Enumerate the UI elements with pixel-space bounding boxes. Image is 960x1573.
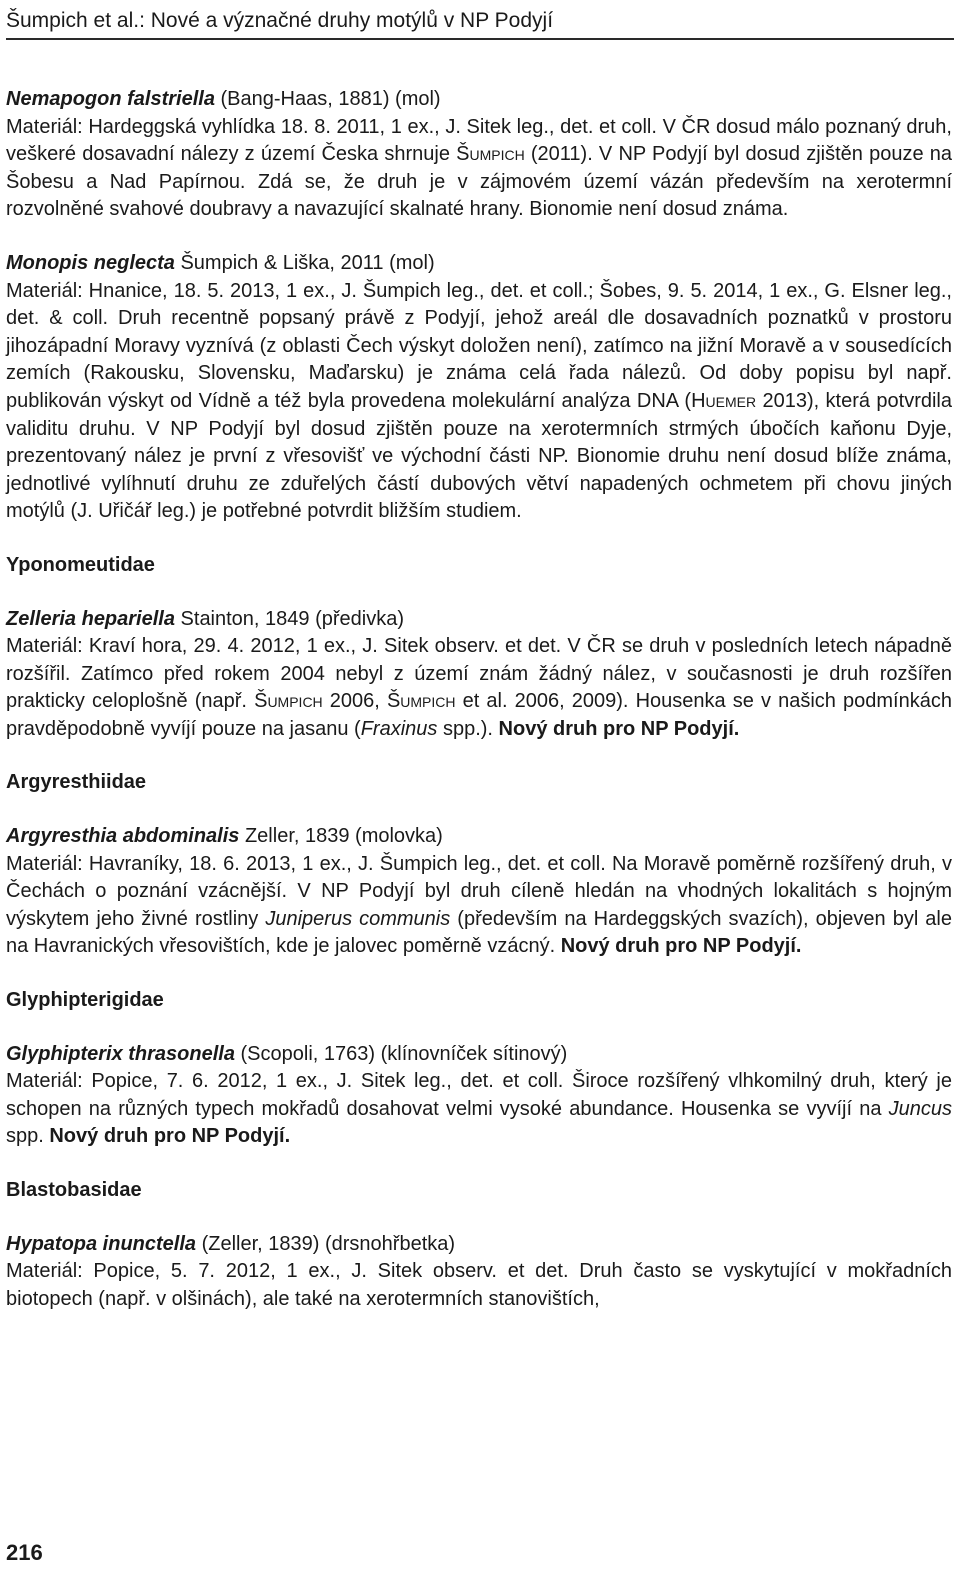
species-authority: Šumpich & Liška, 2011 (mol) (174, 251, 435, 274)
paragraph-text: Materiál: Hardeggská vyhlídka 18. 8. 2011, 1 ex., J. Sitek leg., det. et coll. V ČR dosud málo poznaný druh, veškeré dosavadní nálezy z území Česka shrnuje (6, 115, 952, 166)
species-paragraph (6, 633, 952, 743)
paragraph-text: spp.). (437, 717, 499, 740)
species-paragraph (6, 851, 952, 961)
paragraph-text: Materiál: Havraníky, 18. 6. 2013, 1 ex., J. Šumpich leg., det. et coll. Na Moravě poměrně rozšířený druh, v Čechách o poznání vzácnější. V NP Podyjí byl druh cíleně hledán na vhodných lokalitách s hojným výskytem jeho živné rostliny (6, 852, 952, 930)
species-authority: Zeller, 1839 (molovka) (239, 825, 443, 848)
species-paragraph (6, 114, 952, 224)
species-heading (6, 1041, 952, 1069)
species-authority: Stainton, 1849 (předivka) (174, 607, 405, 630)
document-page (6, 0, 954, 1573)
new-record-note: Nový druh pro NP Podyjí. (498, 717, 740, 740)
species-entry-argyresthia (6, 823, 952, 961)
new-record-note: Nový druh pro NP Podyjí. (560, 935, 802, 958)
species-name: Argyresthia abdominalis (6, 825, 240, 848)
header-rule (6, 38, 954, 40)
species-heading (6, 250, 952, 278)
family-heading-blastobasidae: Blastobasidae (6, 1179, 142, 1201)
species-heading (6, 823, 952, 851)
paragraph-text: et al. 2006, 2009). Housenka se v našich podmínkách pravděpodobně vyvíjí pouze na jasanu ( (6, 690, 952, 740)
paragraph-text: (2011). V NP Podyjí byl dosud zjištěn pouze na Šobesu a Nad Papírnou. Zdá se, že druh je v zájmovém území vázán především na xerotermní rozvolněné svahové doubravy a navazující skalnaté hrany. Bionomie není dosud známa. (6, 143, 952, 221)
species-name: Zelleria hepariella (6, 607, 175, 630)
paragraph-text: (především na Hardeggských svazích), objeven byl ale na Havranických vřesovištích, kde je jalovec poměrně vzácný. (6, 907, 952, 958)
article-body (6, 86, 952, 1339)
species-entry-zelleria (6, 606, 952, 744)
species-paragraph (6, 1258, 952, 1313)
page-number: 216 (6, 1540, 43, 1565)
species-entry-glyphipterix (6, 1041, 952, 1151)
paragraph-text: 2006, (322, 690, 387, 713)
paragraph-text: spp. (6, 1125, 50, 1148)
species-entry-hypatopa (6, 1231, 952, 1314)
family-heading-argyresthiidae: Argyresthiidae (6, 771, 147, 794)
paragraph-text: Materiál: Kraví hora, 29. 4. 2012, 1 ex., J. Sitek observ. et det. V ČR se druh v posledních letech nápadně rozšířil. Zatímco před rokem 2004 nebyl z území znám žádný nález, v současnosti je druh rozšířen prakticky celoplošně (např. (6, 635, 952, 713)
paragraph-text: Materiál: Hnanice, 18. 5. 2013, 1 ex., J. Šumpich leg., det. et coll.; Šobes, 9. 5. 2014, 1 ex., G. Elsner leg., det. & coll. Druh recentně popsaný právě z Podyjí, jehož areál dle dosavadních poznatků v prostoru jihozápadní Moravy vyznívá (z oblasti Čech výskyt doložen není), zatímco na jižní Moravě a v sousedících zemích (Rakousku, Slovensku, Maďarsku) je známa celá řada nálezů. Od doby popisu byl např. publikován výskyt od Vídně a též byla provedena molekulární analýza DNA ( (6, 279, 952, 412)
species-paragraph (6, 1068, 952, 1151)
species-name: Hypatopa inunctella (6, 1232, 197, 1255)
paragraph-text: Materiál: Popice, 5. 7. 2012, 1 ex., J. Sitek observ. et det. Druh často se vyskytující v mokřadních biotopech (např. v olšinách), ale také na xerotermních stanovištích, (6, 1260, 952, 1310)
species-authority: (Bang-Haas, 1881) (mol) (214, 88, 441, 110)
plant-name: Juniperus communis (265, 907, 451, 930)
paragraph-text: 2013), která potvrdila validitu druhu. V NP Podyjí byl dosud zjištěn pouze na xerotermních strmých úbočích kaňonu Dyje, prezentovaný nález je první z vřesovišť ve východní části NP. Bionomie druhu není dosud blíže známa, jednotlivé vylíhnutí druhu ze zduřelých částí dubových větví napadených ochmetem při chovu jiných motýlů (J. Uřičář leg.) je potřebné potvrdit bližším studiem. (6, 389, 953, 523)
cited-author: Šumpich (254, 690, 323, 713)
species-entry-monopis (6, 250, 952, 526)
cited-author: Šumpich (456, 143, 525, 166)
species-name: Monopis neglecta (6, 251, 175, 274)
cited-author: Šumpich (386, 690, 456, 713)
genus-name: Juncus (888, 1097, 952, 1120)
species-authority: (Scopoli, 1763) (klínovníček sítinový) (234, 1042, 568, 1065)
species-entry-nemapogon (6, 86, 952, 224)
species-paragraph (6, 278, 952, 526)
species-authority: (Zeller, 1839) (drsnohřbetka) (196, 1232, 456, 1255)
new-record-note: Nový druh pro NP Podyjí. (49, 1125, 291, 1148)
running-header: Šumpich et al.: Nové a význačné druhy motýlů v NP Podyjí (6, 9, 554, 32)
species-heading (6, 606, 952, 634)
genus-name: Fraxinus (360, 717, 438, 740)
paragraph-text: Materiál: Popice, 7. 6. 2012, 1 ex., J. Sitek leg., det. et coll. Široce rozšířený vlhkomilný druh, který je schopen na různých typech mokřadů dosahovat velmi vysoké abundance. Housenka se vyvíjí na (6, 1070, 952, 1120)
family-heading-glyphipterigidae: Glyphipterigidae (6, 989, 164, 1012)
species-heading (6, 86, 952, 114)
species-heading (6, 1231, 952, 1259)
family-heading-yponomeutidae: Yponomeutidae (6, 553, 155, 576)
species-name: Nemapogon falstriella (6, 88, 215, 110)
cited-author: Huemer (691, 389, 757, 412)
species-name: Glyphipterix thrasonella (6, 1042, 235, 1065)
